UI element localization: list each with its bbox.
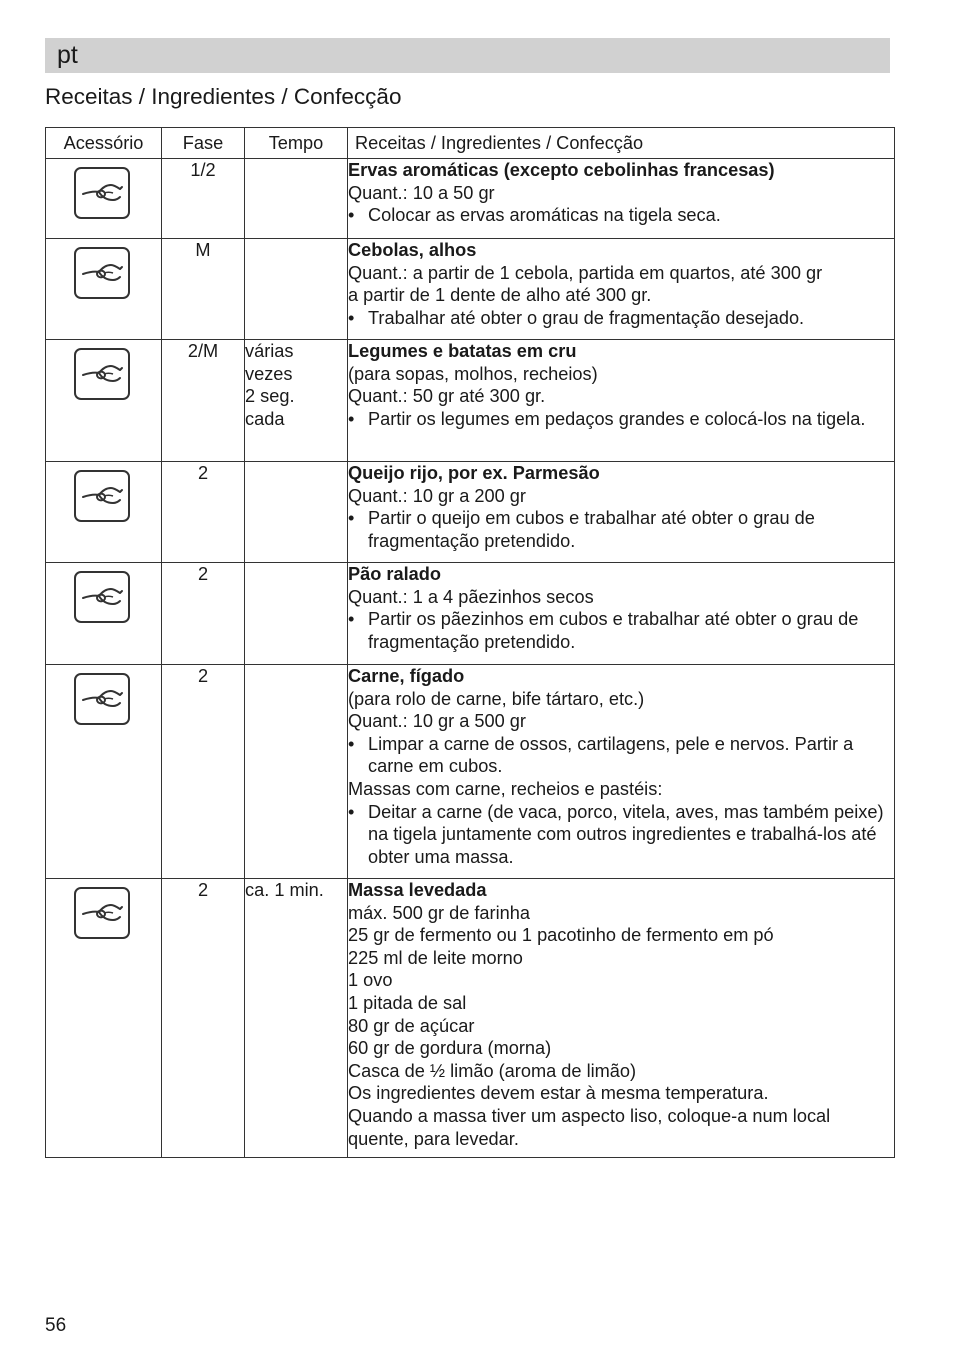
recipe-line: Quant.: 50 gr até 300 gr. <box>348 386 546 407</box>
recipe-title: Cebolas, alhos <box>348 240 477 260</box>
cell-receita <box>348 239 895 340</box>
recipe-bullet: • Partir os legumes em pedaços grandes e colocá-los na tigela. <box>348 408 894 431</box>
recipe-line: Quando a massa tiver um aspecto liso, coloque-a num local quente, para levedar. <box>348 1105 831 1149</box>
recipe-line: Quant.: a partir de 1 cebola, partida em quartos, até 300 gr <box>348 262 823 283</box>
recipes-table <box>45 127 895 1158</box>
cell-fase: 2/M <box>162 340 245 462</box>
cell-acessorio <box>46 159 162 239</box>
cell-acessorio <box>46 879 162 1158</box>
recipe-line: Quant.: 10 gr a 200 gr <box>348 485 526 506</box>
recipe-line: Quant.: 10 a 50 gr <box>348 182 495 203</box>
recipe-line: 1 pitada de sal <box>348 992 467 1013</box>
recipe-line: Quant.: 1 a 4 pãezinhos secos <box>348 586 594 607</box>
recipe-line: (para rolo de carne, bife tártaro, etc.) <box>348 688 645 709</box>
blade-icon <box>74 571 130 623</box>
blade-icon <box>74 673 130 725</box>
cell-fase: 2 <box>162 665 245 879</box>
language-label: pt <box>57 41 78 69</box>
language-bar <box>45 38 890 73</box>
table-row <box>46 665 895 879</box>
cell-acessorio <box>46 462 162 563</box>
blade-icon <box>74 887 130 939</box>
cell-receita <box>348 879 895 1158</box>
table-row <box>46 563 895 665</box>
header-tempo: Tempo <box>245 128 348 159</box>
blade-icon <box>74 167 130 219</box>
recipe-bullet: • Colocar as ervas aromáticas na tigela seca. <box>348 204 894 227</box>
cell-fase: M <box>162 239 245 340</box>
header-receitas: Receitas / Ingredientes / Confecção <box>348 128 895 159</box>
tempo-text: cada <box>245 408 285 429</box>
tempo-text: vezes <box>245 363 293 384</box>
page-title: Receitas / Ingredientes / Confecção <box>45 84 402 109</box>
page-number: 56 <box>45 1315 67 1336</box>
blade-icon <box>74 247 130 299</box>
cell-receita <box>348 665 895 879</box>
recipe-line: Casca de ½ limão (aroma de limão) <box>348 1060 637 1081</box>
recipe-title: Carne, fígado <box>348 666 465 686</box>
table-row <box>46 159 895 239</box>
table-header-row <box>46 128 895 159</box>
tempo-text: 2 seg. <box>245 386 295 407</box>
tempo-text: várias <box>245 341 294 361</box>
recipe-title: Massa levedada <box>348 880 487 900</box>
cell-receita <box>348 563 895 665</box>
cell-fase: 2 <box>162 563 245 665</box>
recipe-bullet: • Partir os pãezinhos em cubos e trabalhar até obter o grau de fragmentação pretendido. <box>348 608 894 653</box>
header-acessorio: Acessório <box>46 128 162 159</box>
recipe-line: Massas com carne, recheios e pastéis: <box>348 778 663 799</box>
table-row <box>46 239 895 340</box>
tempo-text: ca. 1 min. <box>245 880 324 900</box>
cell-fase: 1/2 <box>162 159 245 239</box>
cell-receita <box>348 340 895 462</box>
blade-icon <box>74 470 130 522</box>
recipe-title: Legumes e batatas em cru <box>348 341 577 361</box>
cell-acessorio <box>46 340 162 462</box>
cell-fase: 2 <box>162 462 245 563</box>
recipe-line: 60 gr de gordura (morna) <box>348 1038 552 1059</box>
table-row <box>46 340 895 462</box>
recipe-line: a partir de 1 dente de alho até 300 gr. <box>348 285 652 306</box>
header-fase: Fase <box>162 128 245 159</box>
table-row <box>46 462 895 563</box>
cell-receita <box>348 159 895 239</box>
cell-acessorio <box>46 563 162 665</box>
recipe-title: Ervas aromáticas (excepto cebolinhas francesas) <box>348 160 775 180</box>
recipe-line: 25 gr de fermento ou 1 pacotinho de fermento em pó <box>348 925 774 946</box>
recipe-line: (para sopas, molhos, recheios) <box>348 363 598 384</box>
recipe-line: Quant.: 10 gr a 500 gr <box>348 711 526 732</box>
recipe-title: Queijo rijo, por ex. Parmesão <box>348 463 600 483</box>
cell-tempo <box>245 563 348 665</box>
cell-receita <box>348 462 895 563</box>
cell-tempo <box>245 340 348 462</box>
recipe-line: 80 gr de açúcar <box>348 1015 475 1036</box>
table-row <box>46 879 895 1158</box>
cell-tempo <box>245 462 348 563</box>
recipe-bullet: • Deitar a carne (de vaca, porco, vitela, aves, mas também peixe) na tigela juntamente com outros ingredientes e trabalhá-los até obter uma massa. <box>348 801 894 869</box>
cell-acessorio <box>46 665 162 879</box>
recipe-line: 1 ovo <box>348 970 393 991</box>
blade-icon <box>74 348 130 400</box>
cell-tempo <box>245 239 348 340</box>
cell-fase: 2 <box>162 879 245 1158</box>
cell-tempo <box>245 665 348 879</box>
cell-tempo <box>245 879 348 1158</box>
recipe-line: máx. 500 gr de farinha <box>348 902 530 923</box>
recipe-line: 225 ml de leite morno <box>348 947 523 968</box>
cell-acessorio <box>46 239 162 340</box>
recipe-bullet: • Partir o queijo em cubos e trabalhar até obter o grau de fragmentação pretendido. <box>348 507 894 552</box>
cell-tempo <box>245 159 348 239</box>
recipe-title: Pão ralado <box>348 564 441 584</box>
recipe-line: Os ingredientes devem estar à mesma temperatura. <box>348 1083 769 1104</box>
recipe-bullet: • Trabalhar até obter o grau de fragmentação desejado. <box>348 307 894 330</box>
recipe-bullet: • Limpar a carne de ossos, cartilagens, pele e nervos. Partir a carne em cubos. <box>348 733 894 778</box>
